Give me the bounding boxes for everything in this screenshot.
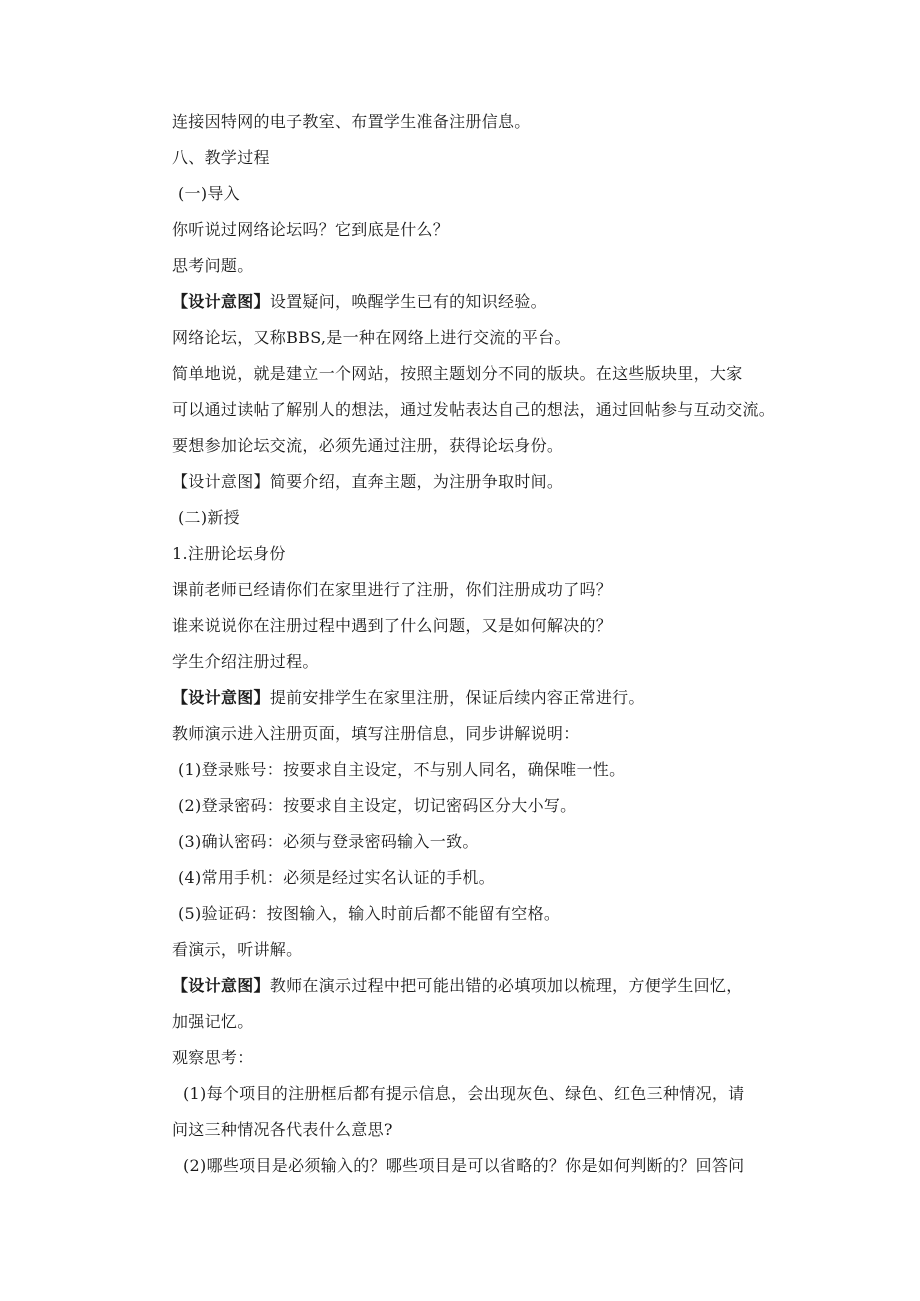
paragraph-students-introduce: 学生介绍注册过程。 (172, 652, 319, 671)
paragraph-simple-explanation-cont: 可以通过读帖了解别人的想法，通过发帖表达自己的想法，通过回帖参与互动交流。 (172, 400, 776, 419)
section-heading-teaching-process: 八、教学过程 (172, 148, 270, 167)
paragraph-pre-class-question: 课前老师已经请你们在家里进行了注册，你们注册成功了吗？ (172, 580, 613, 599)
paragraph-question-forum: 你听说过网络论坛吗？它到底是什么？ (172, 220, 450, 239)
question-item-1: (1)每个项目的注册框后都有提示信息，会出现灰色、绿色、红色三种情况，请 (183, 1084, 745, 1103)
design-intent-4-cont: 加强记忆。 (172, 1012, 254, 1031)
design-intent-text: 简要介绍，直奔主题，为注册争取时间。 (269, 472, 564, 491)
paragraph-watch-demo: 看演示，听讲解。 (172, 940, 303, 959)
paragraph-register-required: 要想参加论坛交流，必须先通过注册，获得论坛身份。 (172, 436, 564, 455)
design-intent-4 (172, 976, 743, 996)
design-intent-label: 【设计意图】 (172, 472, 270, 491)
list-item-captcha: (5)验证码：按图输入，输入时前后都不能留有空格。 (178, 904, 561, 923)
heading-register-identity: 1.注册论坛身份 (172, 544, 286, 563)
list-item-phone: (4)常用手机：必须是经过实名认证的手机。 (178, 868, 495, 887)
design-intent-text: 设置疑问，唤醒学生已有的知识经验。 (269, 292, 547, 311)
design-intent-2 (172, 472, 563, 492)
design-intent-1 (172, 292, 547, 312)
list-item-login-password: (2)登录密码：按要求自主设定，切记密码区分大小写。 (178, 796, 577, 815)
paragraph-classroom-prep: 连接因特网的电子教室、布置学生准备注册信息。 (172, 112, 531, 131)
design-intent-label: 【设计意图】 (172, 976, 270, 995)
subsection-heading-intro: (一)导入 (178, 184, 240, 203)
paragraph-problems-question: 谁来说说你在注册过程中遇到了什么问题，又是如何解决的？ (172, 616, 613, 635)
design-intent-label: 【设计意图】 (172, 688, 270, 707)
design-intent-3 (172, 688, 645, 708)
design-intent-text: 提前安排学生在家里注册，保证后续内容正常进行。 (269, 688, 645, 707)
paragraph-observe-think: 观察思考： (172, 1048, 254, 1067)
paragraph-think: 思考问题。 (172, 256, 254, 275)
list-item-confirm-password: (3)确认密码：必须与登录密码输入一致。 (178, 832, 479, 851)
question-item-1-cont: 问这三种情况各代表什么意思? (172, 1120, 393, 1139)
paragraph-bbs-definition: 网络论坛，又称BBS,是一种在网络上进行交流的平台。 (172, 328, 571, 347)
list-item-login-account: (1)登录账号：按要求自主设定，不与别人同名，确保唯一性。 (178, 760, 626, 779)
subsection-heading-new-lesson: (二)新授 (178, 508, 240, 527)
question-item-2: (2)哪些项目是必须输入的？哪些项目是可以省略的？你是如何判断的？回答问 (183, 1156, 745, 1175)
paragraph-teacher-demo: 教师演示进入注册页面，填写注册信息，同步讲解说明： (172, 724, 580, 743)
design-intent-text: 教师在演示过程中把可能出错的必填项加以梳理，方便学生回忆， (269, 976, 743, 995)
design-intent-label: 【设计意图】 (172, 292, 270, 311)
paragraph-simple-explanation: 简单地说，就是建立一个网站，按照主题划分不同的版块。在这些版块里，大家 (172, 364, 743, 383)
